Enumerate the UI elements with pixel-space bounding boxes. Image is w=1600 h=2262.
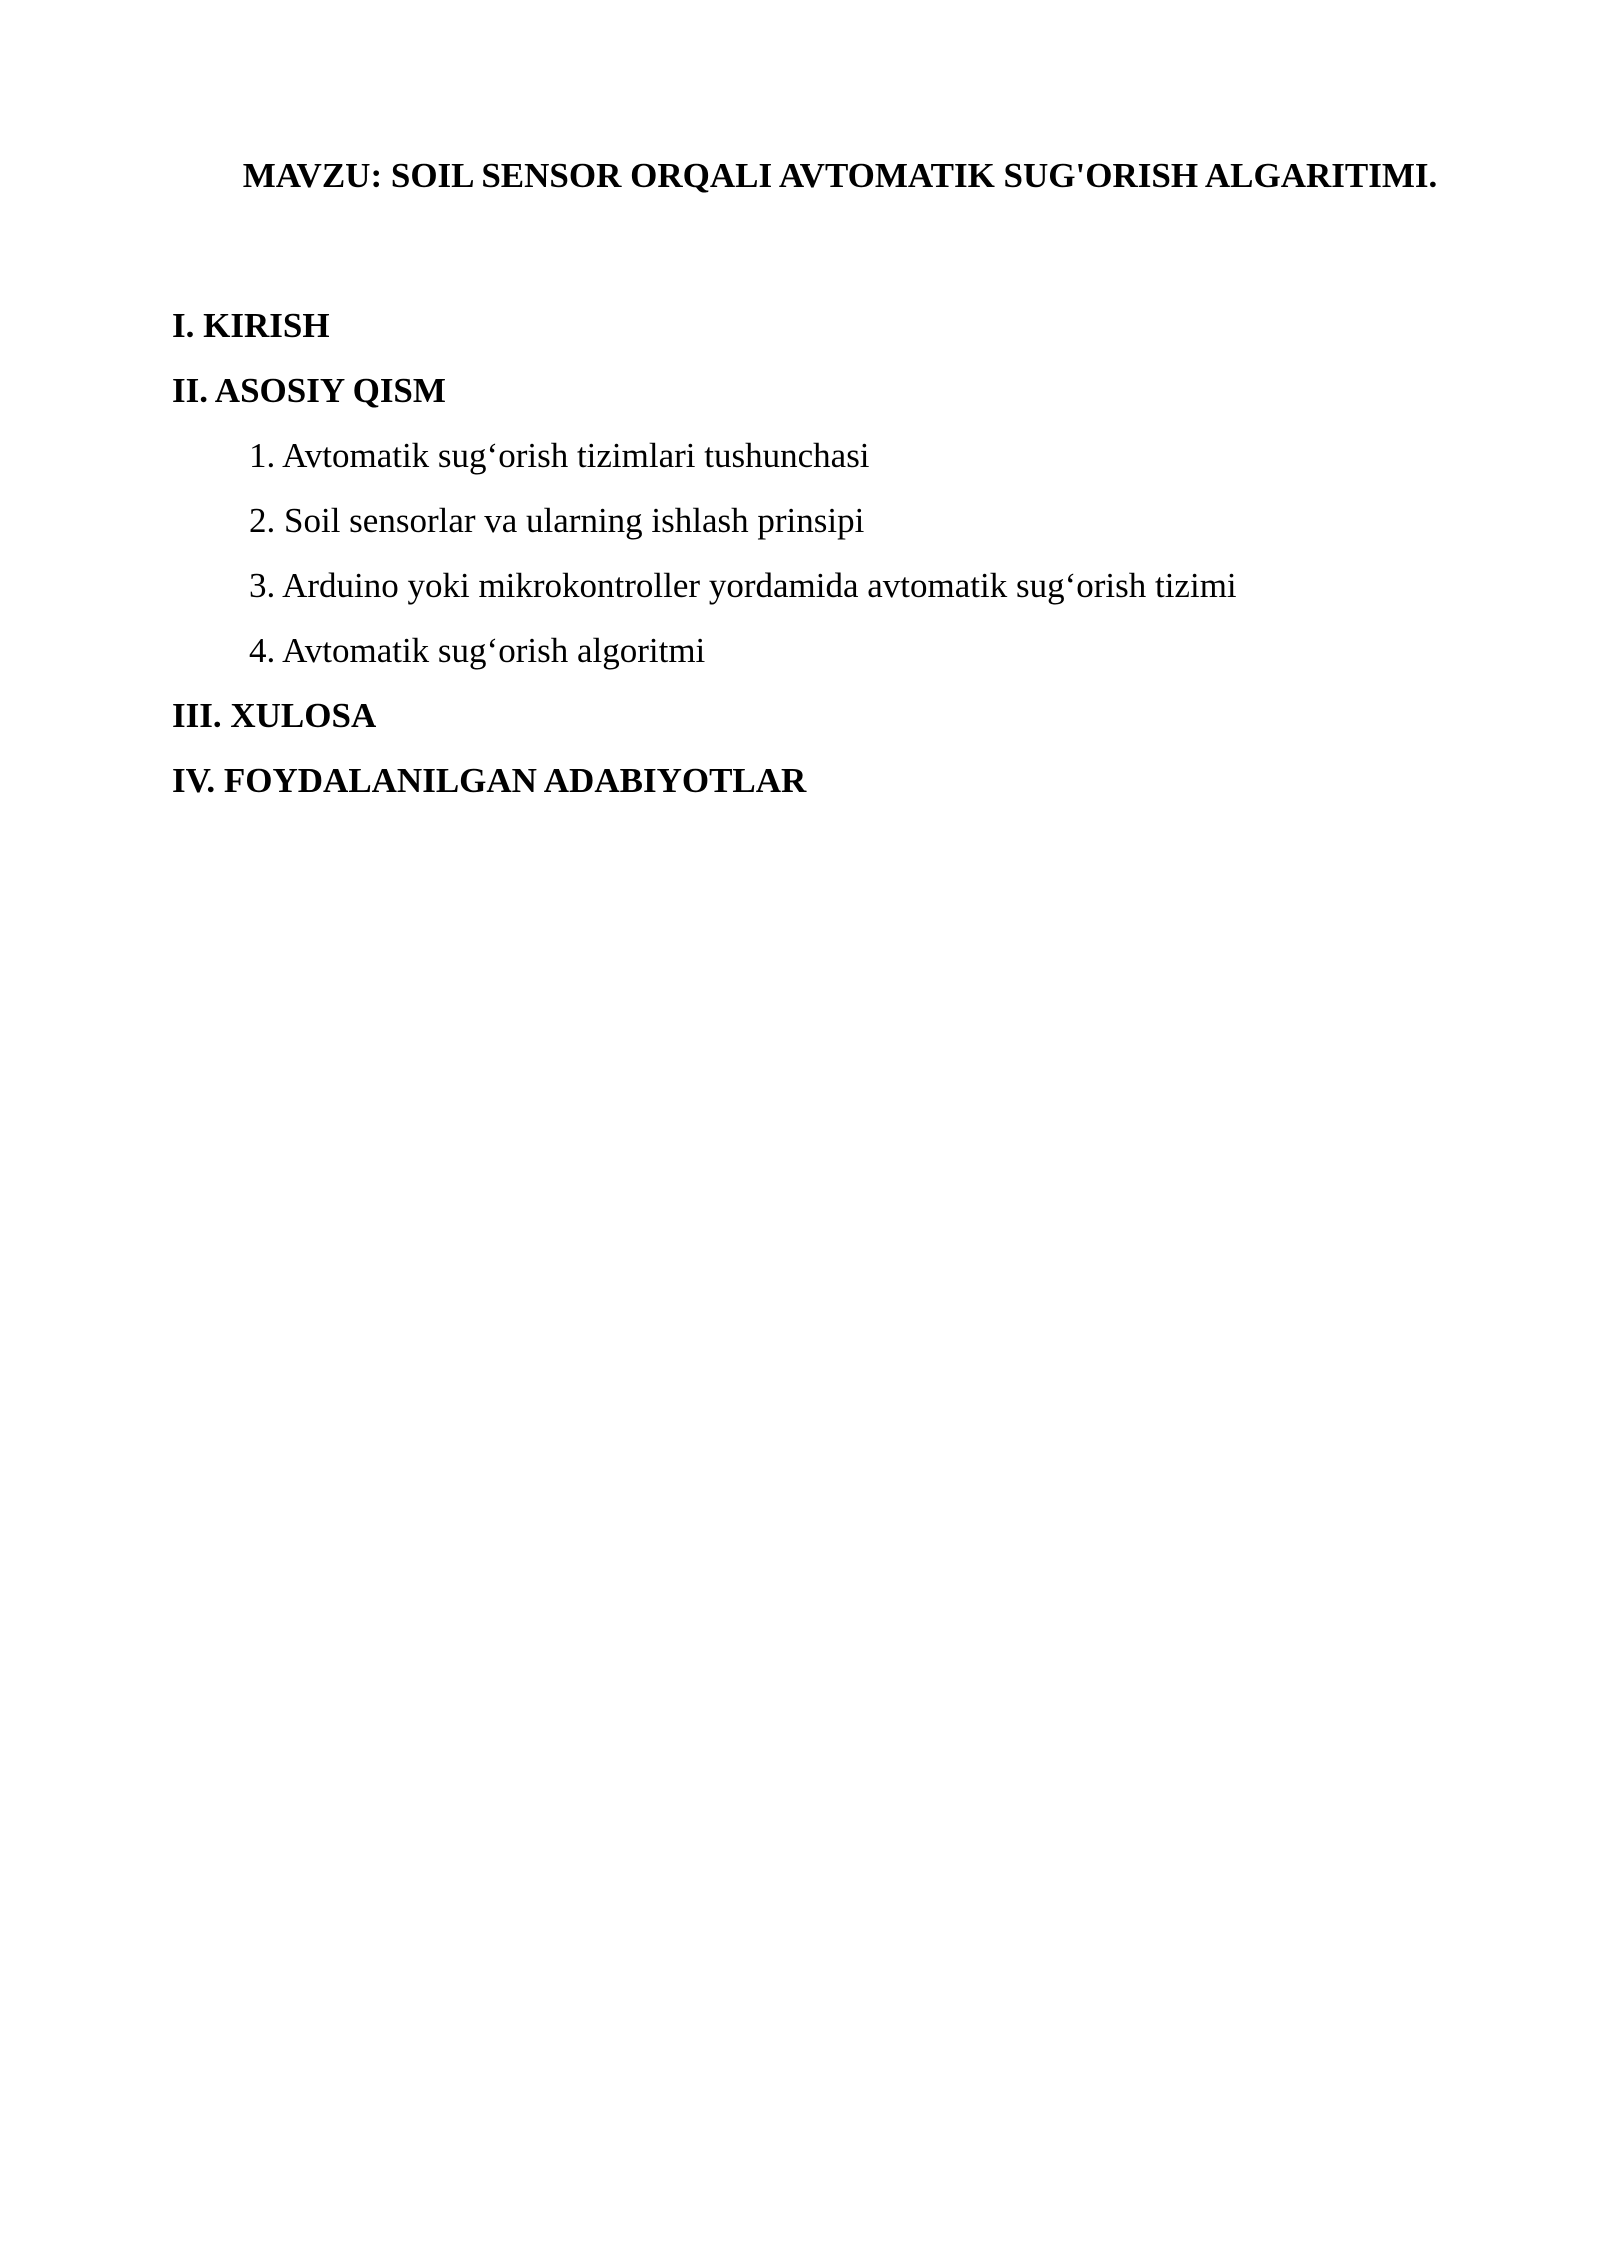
main-part-item-2: 2. Soil sensorlar va ularning ishlash prinsipi xyxy=(249,501,865,540)
main-part-item-1: 1. Avtomatik sug‘orish tizimlari tushunchasi xyxy=(249,436,870,475)
page-title: MAVZU: SOIL SENSOR ORQALI AVTOMATIK SUG'ORISH ALGARITIMI. xyxy=(242,156,1438,195)
main-part-item-4: 4. Avtomatik sug‘orish algoritmi xyxy=(249,631,706,670)
main-part-item-3: 3. Arduino yoki mikrokontroller yordamida avtomatik sug‘orish tizimi xyxy=(249,566,1237,605)
table-of-contents xyxy=(172,302,1510,822)
section-conclusion: III. XULOSA xyxy=(172,696,377,735)
section-main-part: II. ASOSIY QISM xyxy=(172,371,446,410)
section-introduction: I. KIRISH xyxy=(172,306,330,345)
section-references: IV. FOYDALANILGAN ADABIYOTLAR xyxy=(172,761,807,800)
